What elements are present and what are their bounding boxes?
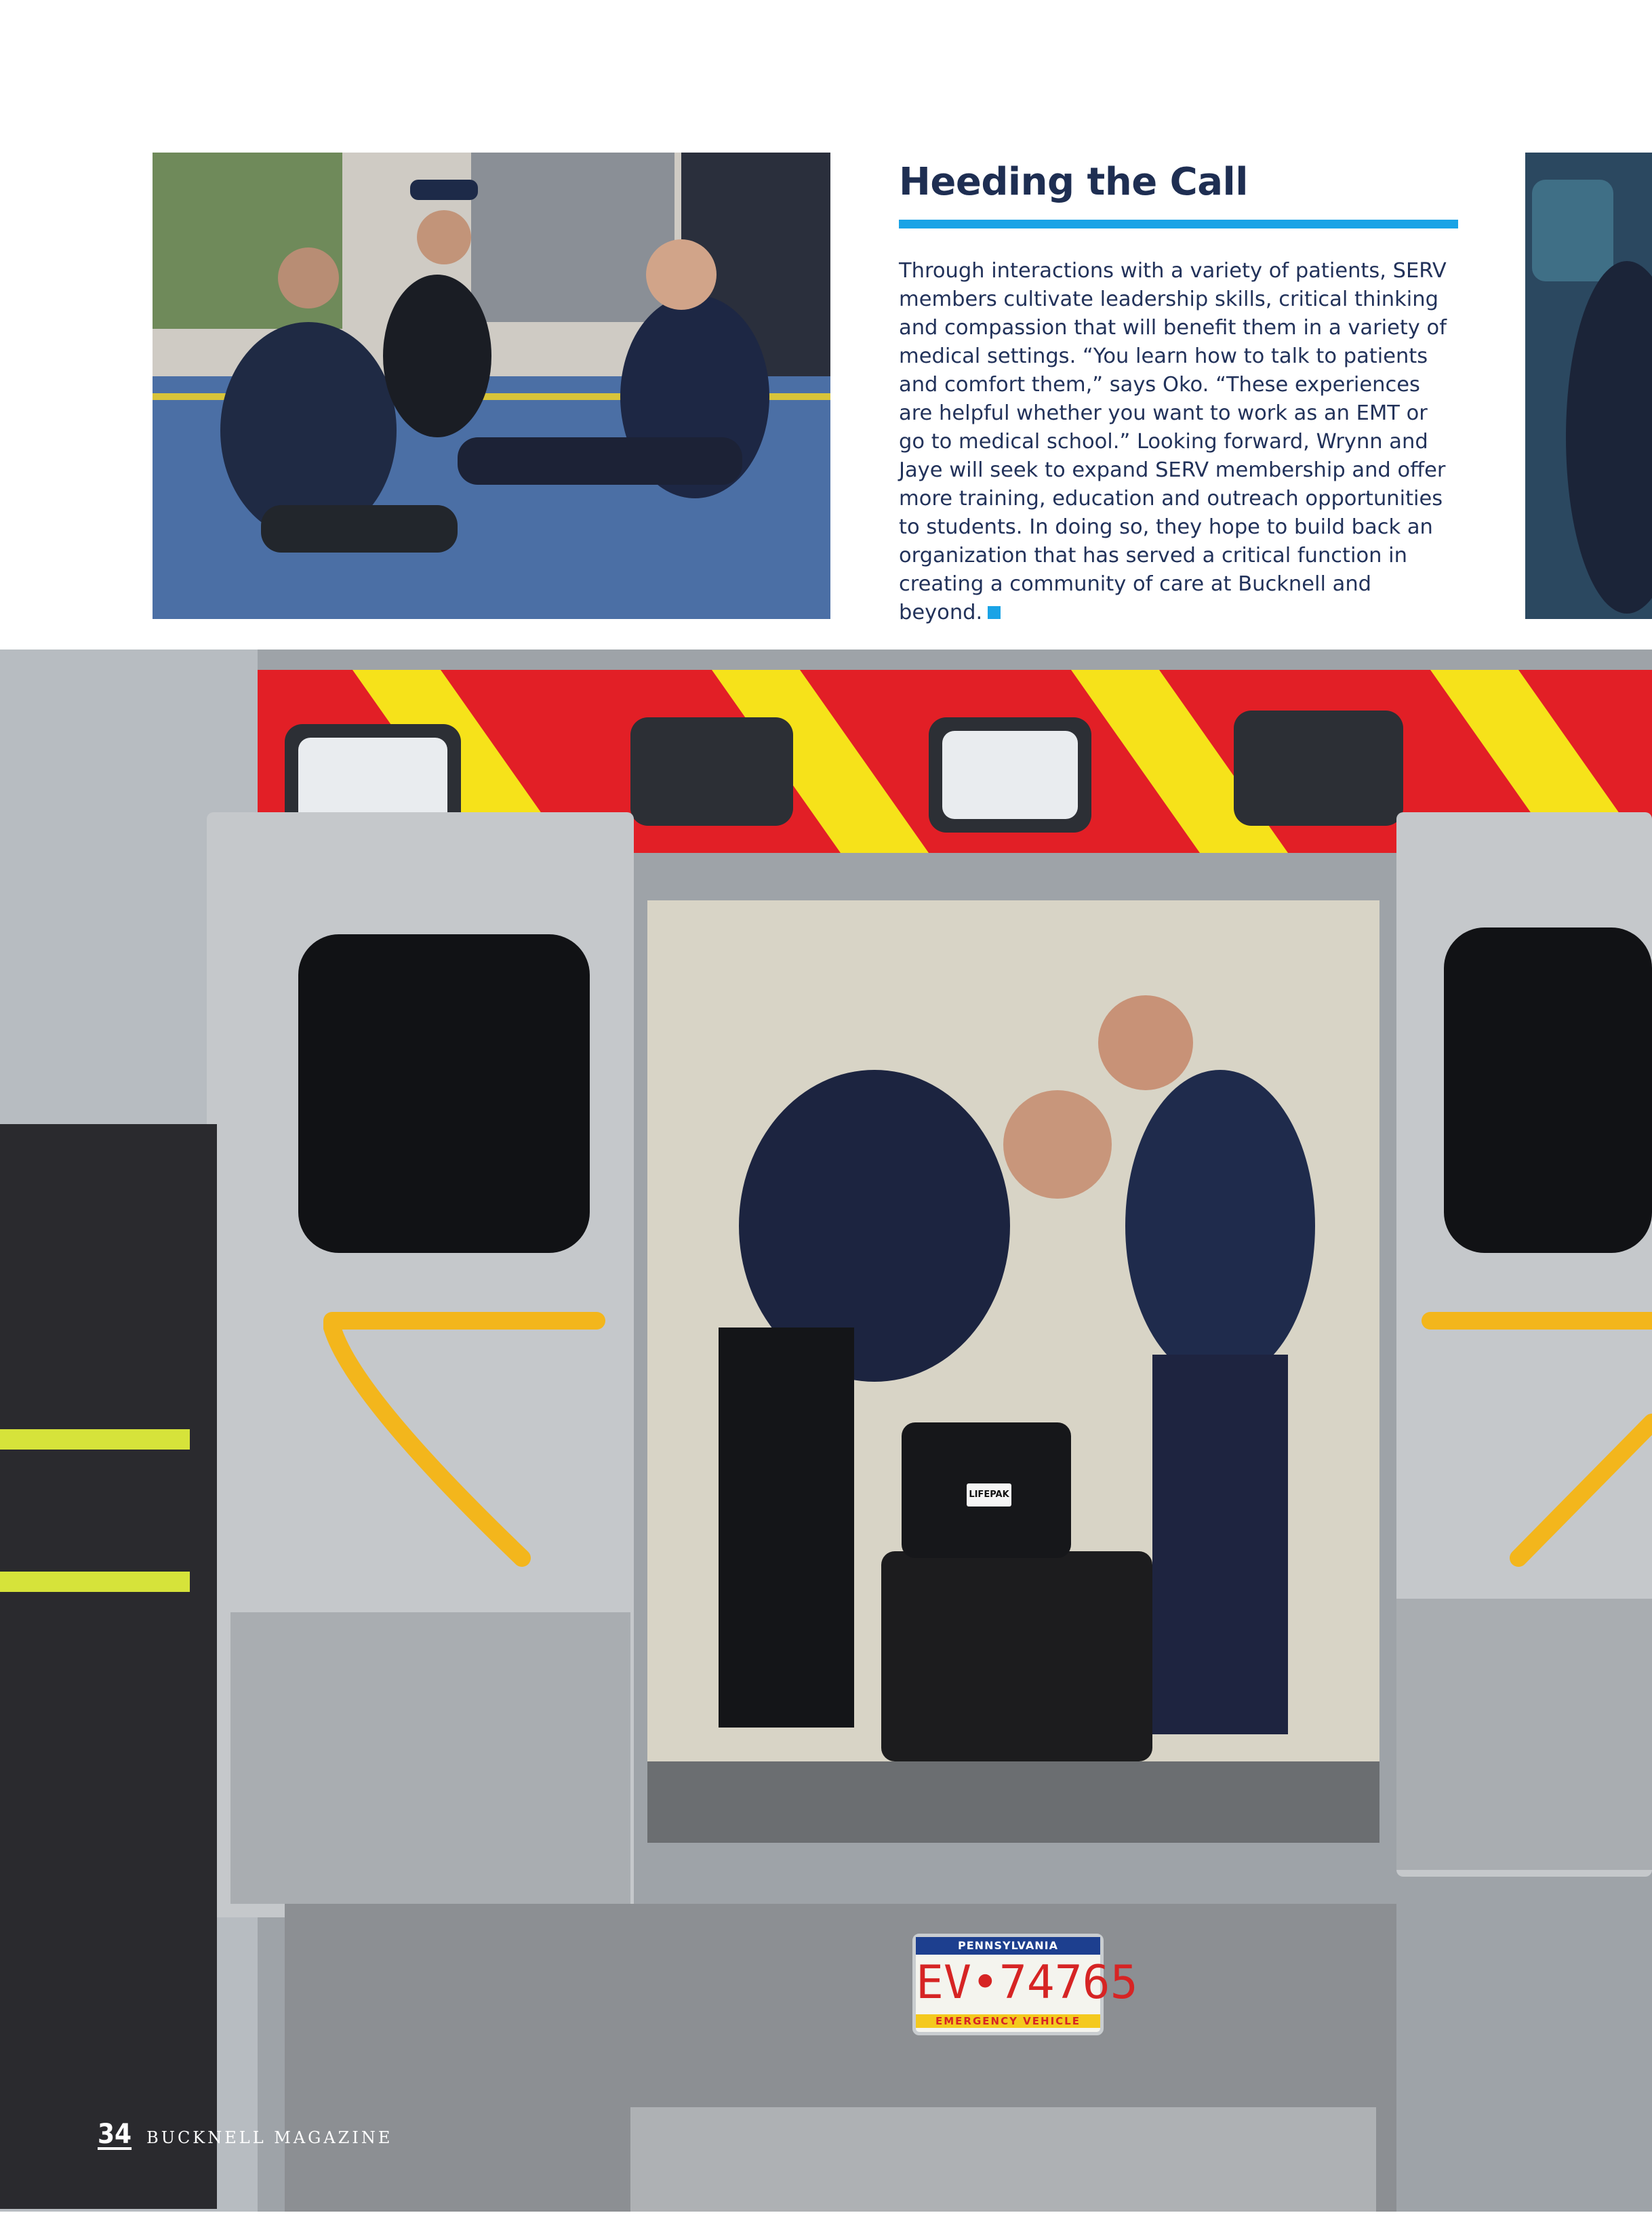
photo-ambulance-art	[0, 650, 1652, 2212]
article-body	[899, 257, 1458, 627]
article-body-text: Through interactions with a variety of patients, SERV members cultivate leadership skills, critical thinking and compassion that will benefit them in a variety of medical settings. “You learn how to talk to patients and comfort them,” says Oko. “These experiences are helpful whether you want to work as an EMT or go to medical school.” Looking forward, Wrynn and Jaye will seek to expand SERV membership and offer more training, education and outreach opportunities to students. In doing so, they hope to build back an organization that has served a critical function in creating a community of care at Bucknell and beyond.	[899, 258, 1447, 624]
photo-ambulance	[0, 650, 1652, 2212]
license-plate	[912, 1934, 1138, 2035]
lifepak-label: LIFEPAK	[967, 1483, 1011, 1506]
photo-students-training-art	[153, 153, 830, 619]
article-title: Heeding the Call	[899, 160, 1248, 204]
photo-ambulance-interior-crop	[1525, 153, 1652, 619]
end-mark-icon	[988, 606, 1001, 619]
plate-caption: EMERGENCY VEHICLE	[916, 2014, 1100, 2028]
magazine-name: BUCKNELL MAGAZINE	[146, 2128, 393, 2147]
page-number: 34	[98, 2119, 132, 2150]
plate-number: EV•74765	[916, 1956, 1138, 2010]
photo-crop-art	[1525, 153, 1652, 619]
article	[899, 161, 1458, 647]
plate-state: PENNSYLVANIA	[916, 1937, 1100, 1955]
folio	[98, 2119, 392, 2150]
photo-students-training	[153, 153, 830, 619]
title-rule	[899, 220, 1458, 228]
